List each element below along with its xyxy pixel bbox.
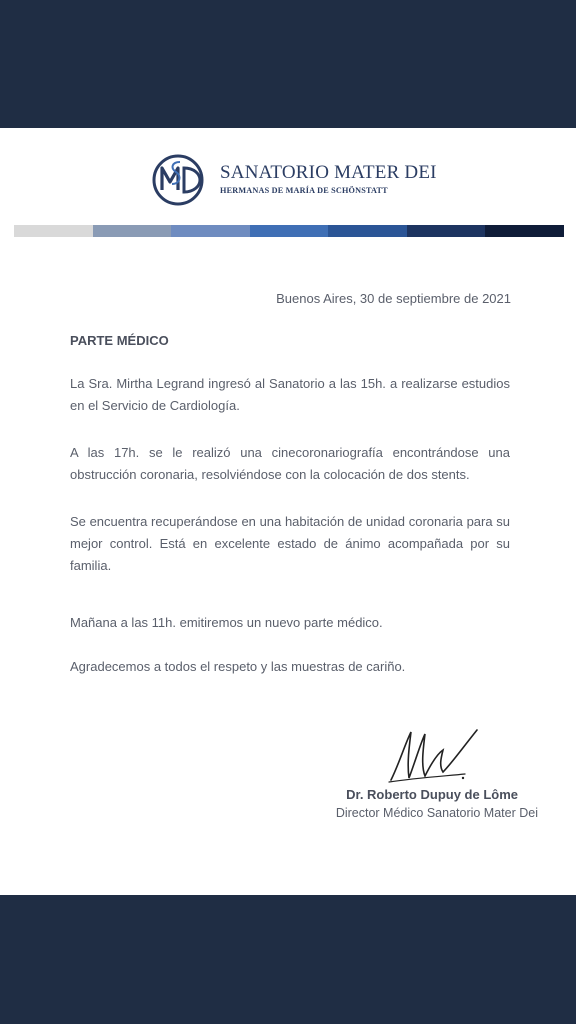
signer-title: Director Médico Sanatorio Mater Dei [335,806,538,820]
stripe-segment [171,225,250,237]
paragraph: Agradecemos a todos el respeto y las muestras de cariño. [70,659,406,674]
handwritten-signature [385,724,485,788]
stripe-segment [328,225,407,237]
paragraph: Se encuentra recuperándose en una habitación de unidad coronaria para su mejor control. Está en excelente estado de ánimo acompañada por su familia. [70,514,510,573]
top-dark-band [0,0,576,128]
color-stripe [14,225,564,237]
paragraph: La Sra. Mirtha Legrand ingresó al Sanatorio a las 15h. a realizarse estudios en el Servicio de Cardiología. [70,376,510,413]
organization-name: SANATORIO MATER DEI [220,162,437,183]
paragraph: A las 17h. se le realizó una cinecoronariografía encontrándose una obstrucción coronaria, resolviéndose con la colocación de dos stents. [70,445,510,482]
bottom-dark-band [0,895,576,1024]
signer-name: Dr. Roberto Dupuy de Lôme [346,787,518,802]
paragraph: Mañana a las 11h. emitiremos un nuevo parte médico. [70,615,383,630]
letter-date: Buenos Aires, 30 de septiembre de 2021 [276,291,511,306]
stripe-segment [93,225,172,237]
stripe-segment [407,225,486,237]
msd-monogram-icon [150,152,212,208]
organization-subtitle: HERMANAS DE MARÍA DE SCHÖNSTATT [220,186,388,195]
stripe-segment [485,225,564,237]
document-page [0,128,576,895]
stripe-segment [250,225,329,237]
letter-heading: PARTE MÉDICO [70,333,169,348]
letterhead-logo [150,152,450,212]
stripe-segment [14,225,93,237]
